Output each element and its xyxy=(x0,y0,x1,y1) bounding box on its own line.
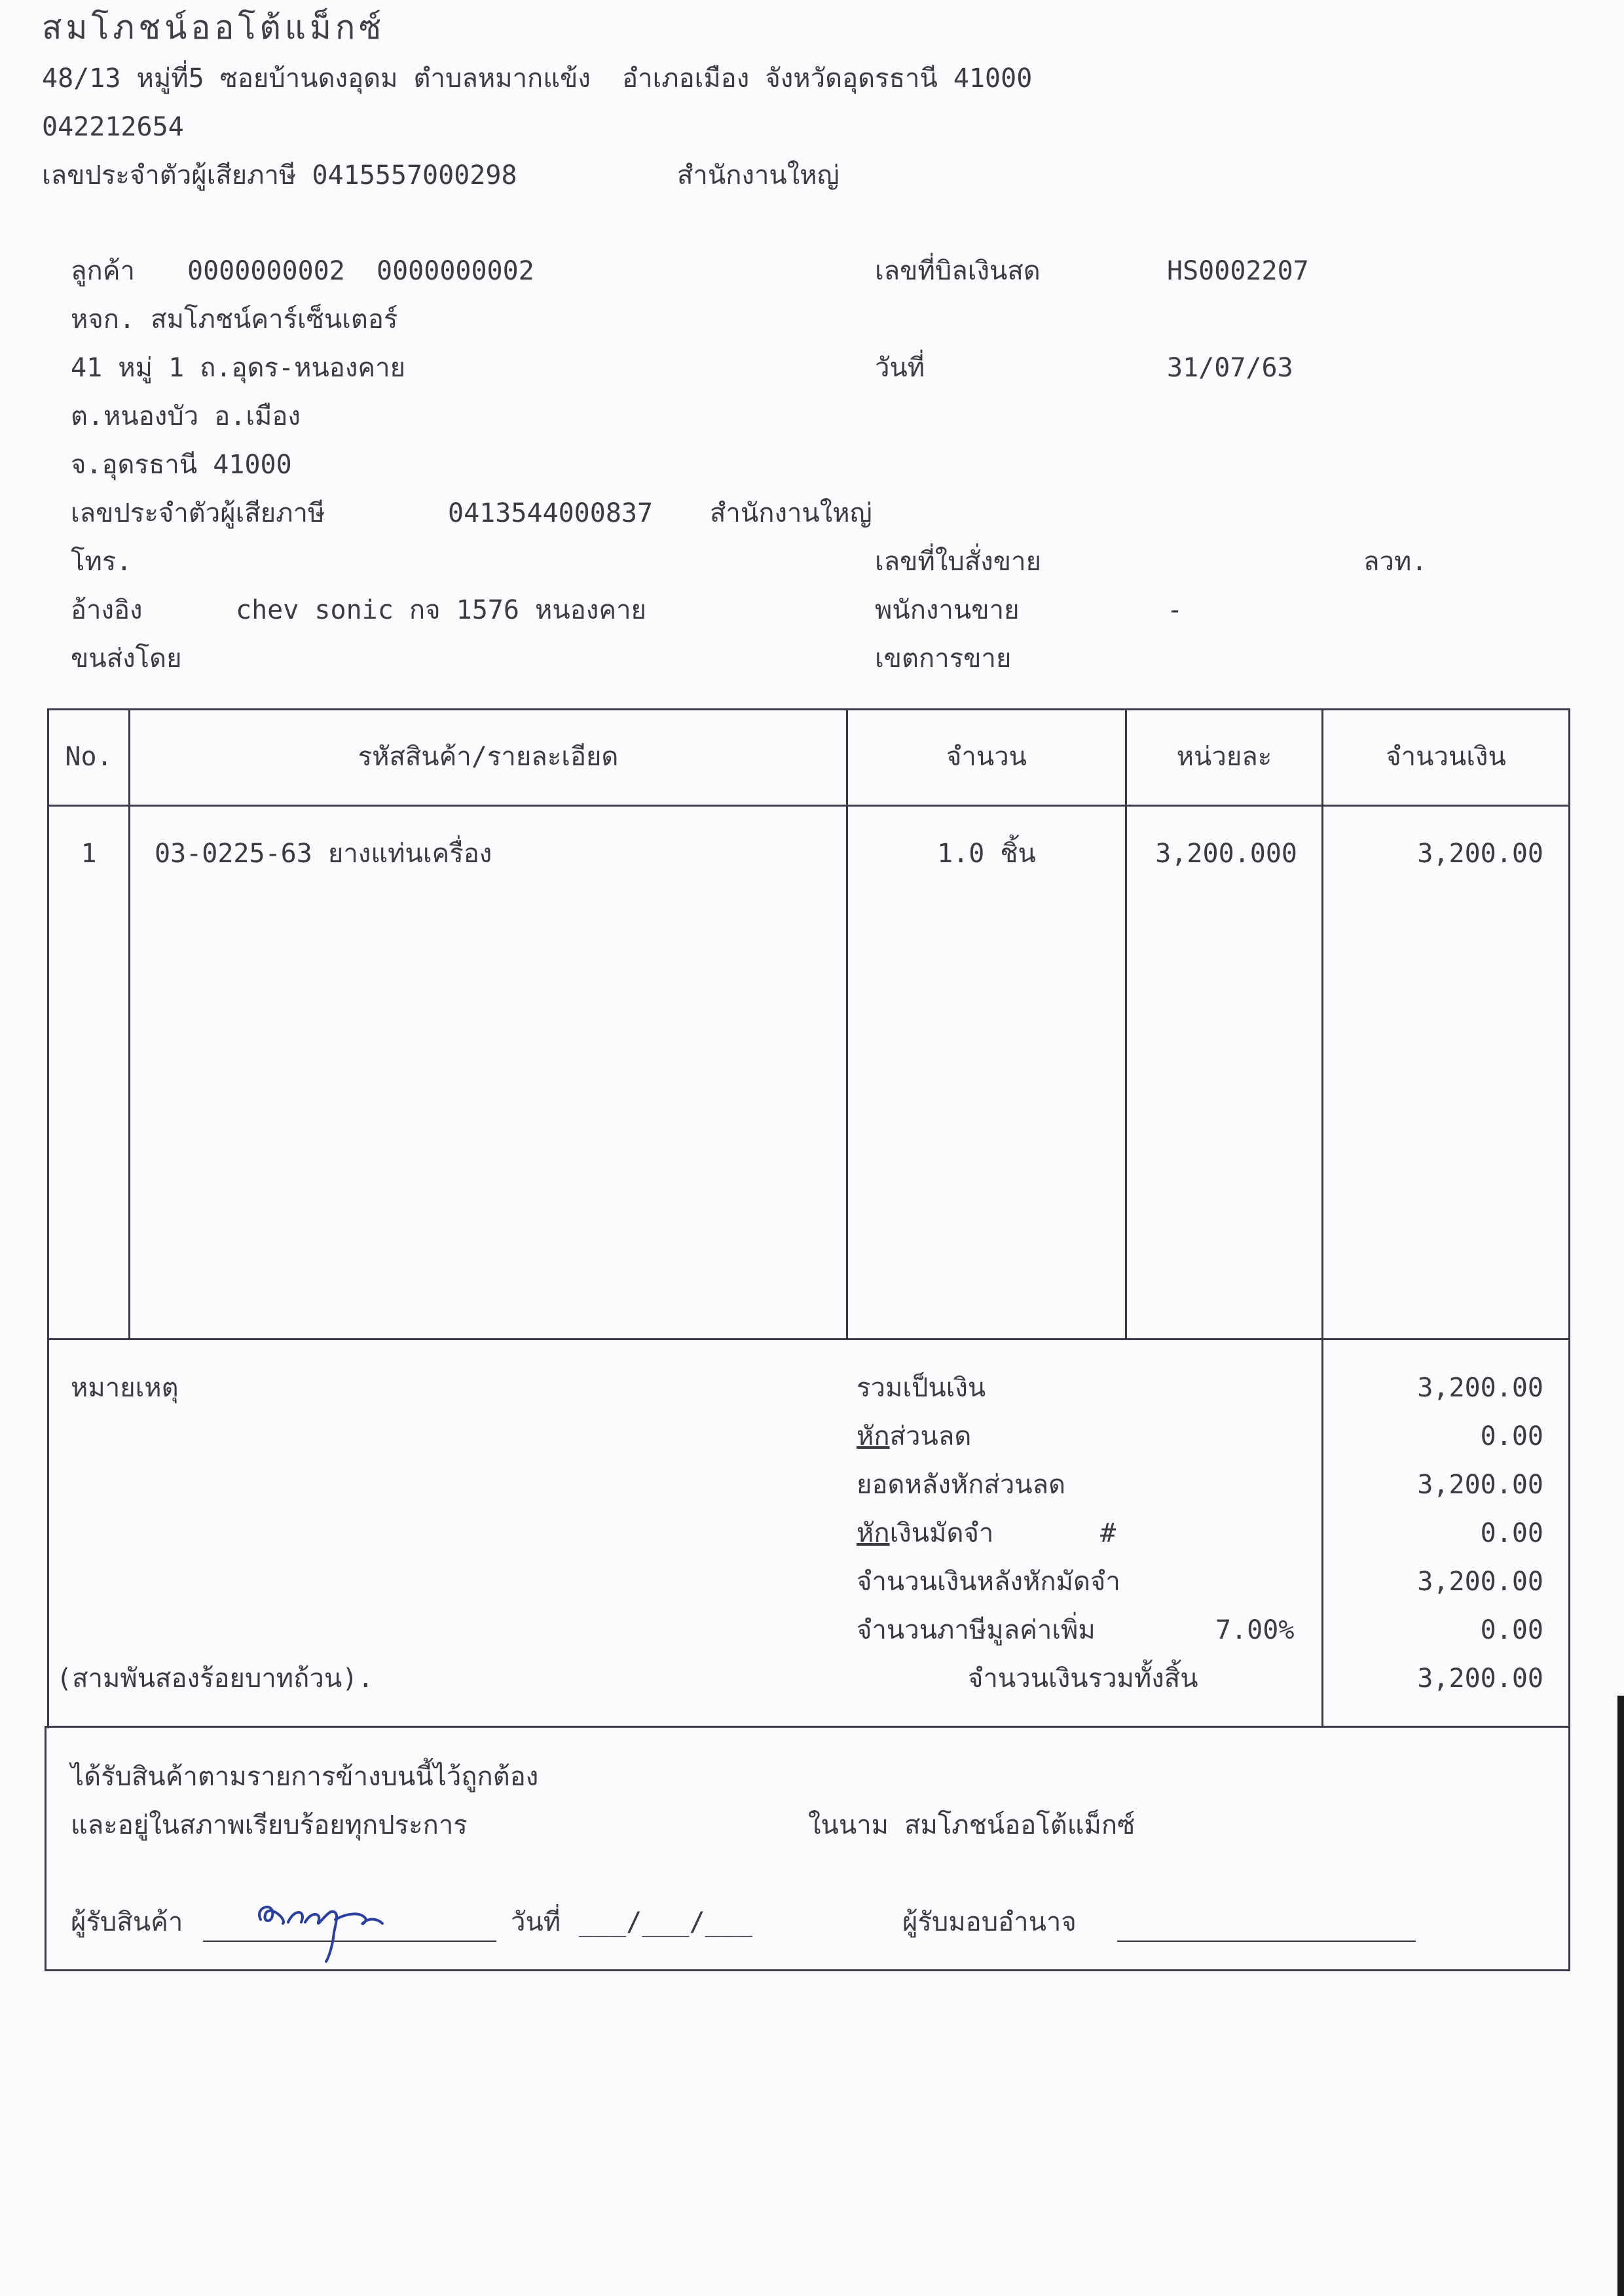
received-statement-1: ได้รับสินค้าตามรายการข้างบนนี้ไว้ถูกต้อง xyxy=(71,1762,539,1792)
discount-label xyxy=(857,1421,971,1452)
remark-label: หมายเหตุ xyxy=(71,1373,179,1403)
deposit-label xyxy=(857,1518,993,1549)
ship-by-label: ขนส่งโดย xyxy=(71,644,182,674)
sales-order-value: ลวท. xyxy=(1363,547,1428,577)
vat-label: จำนวนภาษีมูลค่าเพิ่ม xyxy=(857,1615,1096,1645)
after-discount-label: ยอดหลังหักส่วนลด xyxy=(857,1470,1066,1500)
tel-label: โทร. xyxy=(71,547,132,577)
row-description: 03-0225-63 ยางแท่นเครื่อง xyxy=(155,839,492,869)
discount-label-prefix: หัก xyxy=(857,1421,890,1451)
salesperson-value: - xyxy=(1167,595,1183,625)
customer-address-1: 41 หมู่ 1 ถ.อุดร-หนองคาย xyxy=(71,353,406,383)
row-quantity: 1.0 ชิ้น xyxy=(937,839,1036,869)
col-header-amount: จำนวนเงิน xyxy=(1386,742,1506,772)
on-behalf-of: ในนาม สมโภชน์ออโต้แม็กซ์ xyxy=(808,1810,1135,1840)
row-unit-price: 3,200.000 xyxy=(1155,839,1297,869)
grand-total-label: จำนวนเงินรวมทั้งสิ้น xyxy=(968,1664,1198,1694)
amount-in-words: (สามพันสองร้อยบาทถ้วน). xyxy=(56,1664,374,1694)
discount-label-rest: ส่วนลด xyxy=(889,1421,972,1451)
deposit-value: 0.00 xyxy=(1480,1518,1543,1548)
reference-label: อ้างอิง xyxy=(71,595,143,625)
company-tax-id: เลขประจำตัวผู้เสียภาษี 0415557000298 xyxy=(42,160,517,191)
receive-date-blank: ___/___/___ xyxy=(579,1907,752,1937)
deposit-label-rest: เงินมัดจำ xyxy=(889,1518,994,1548)
authorized-label: ผู้รับมอบอำนาจ xyxy=(902,1907,1077,1937)
scan-edge xyxy=(1617,1696,1624,2296)
customer-address-2: ต.หนองบัว อ.เมือง xyxy=(71,401,301,431)
col-header-unit-price: หน่วยละ xyxy=(1176,742,1272,772)
company-name: สมโภชน์ออโต้แม็กซ์ xyxy=(42,9,386,46)
bill-date-value: 31/07/63 xyxy=(1167,353,1293,383)
bill-no-label: เลขที่บิลเงินสด xyxy=(875,256,1041,286)
customer-address-3: จ.อุดรธานี 41000 xyxy=(71,450,292,480)
after-discount-value: 3,200.00 xyxy=(1417,1470,1543,1500)
subtotal-label: รวมเป็นเงิน xyxy=(857,1373,986,1403)
subtotal-value: 3,200.00 xyxy=(1417,1373,1543,1403)
customer-code: 0000000002 0000000002 xyxy=(187,256,534,286)
deposit-label-prefix: หัก xyxy=(857,1518,890,1548)
receiver-label: ผู้รับสินค้า xyxy=(71,1907,183,1937)
deposit-hash: # xyxy=(1100,1518,1116,1548)
after-deposit-label: จำนวนเงินหลังหักมัดจำ xyxy=(857,1567,1120,1597)
authorized-signature-line xyxy=(1117,1941,1416,1942)
sales-order-label: เลขที่ใบสั่งขาย xyxy=(875,547,1042,577)
bill-no-value: HS0002207 xyxy=(1167,256,1309,286)
vat-value: 0.00 xyxy=(1480,1615,1543,1645)
sales-area-label: เขตการขาย xyxy=(875,644,1012,674)
bill-date-label: วันที่ xyxy=(875,353,925,383)
customer-name: หจก. สมโภชน์คาร์เซ็นเตอร์ xyxy=(71,304,398,335)
col-header-quantity: จำนวน xyxy=(946,742,1027,772)
customer-label: ลูกค้า xyxy=(71,256,135,286)
col-header-description: รหัสสินค้า/รายละเอียด xyxy=(358,742,619,772)
salesperson-label: พนักงานขาย xyxy=(875,595,1020,625)
company-address: 48/13 หมู่ที่5 ซอยบ้านดงอุดม ตำบลหมากแข้ง อำเภอเมือง จังหวัดอุดรธานี 41000 xyxy=(42,64,1033,94)
row-no: 1 xyxy=(81,839,97,869)
grand-total-value: 3,200.00 xyxy=(1417,1664,1543,1694)
reference-value: chev sonic กจ 1576 หนองคาย xyxy=(236,595,646,625)
vat-rate: 7.00% xyxy=(1215,1615,1295,1645)
receive-date-label: วันที่ xyxy=(511,1907,561,1937)
col-header-no: No. xyxy=(65,742,113,772)
customer-tax-id: 0413544000837 xyxy=(448,498,654,528)
received-statement-2: และอยู่ในสภาพเรียบร้อยทุกประการ xyxy=(71,1810,468,1840)
company-branch: สำนักงานใหญ่ xyxy=(677,160,840,191)
customer-tax-label: เลขประจำตัวผู้เสียภาษี xyxy=(71,498,325,528)
company-phone: 042212654 xyxy=(42,112,184,142)
after-deposit-value: 3,200.00 xyxy=(1417,1567,1543,1597)
row-amount: 3,200.00 xyxy=(1417,839,1543,869)
customer-branch: สำนักงานใหญ่ xyxy=(710,498,872,528)
discount-value: 0.00 xyxy=(1480,1421,1543,1451)
receiver-signature xyxy=(249,1893,399,1965)
